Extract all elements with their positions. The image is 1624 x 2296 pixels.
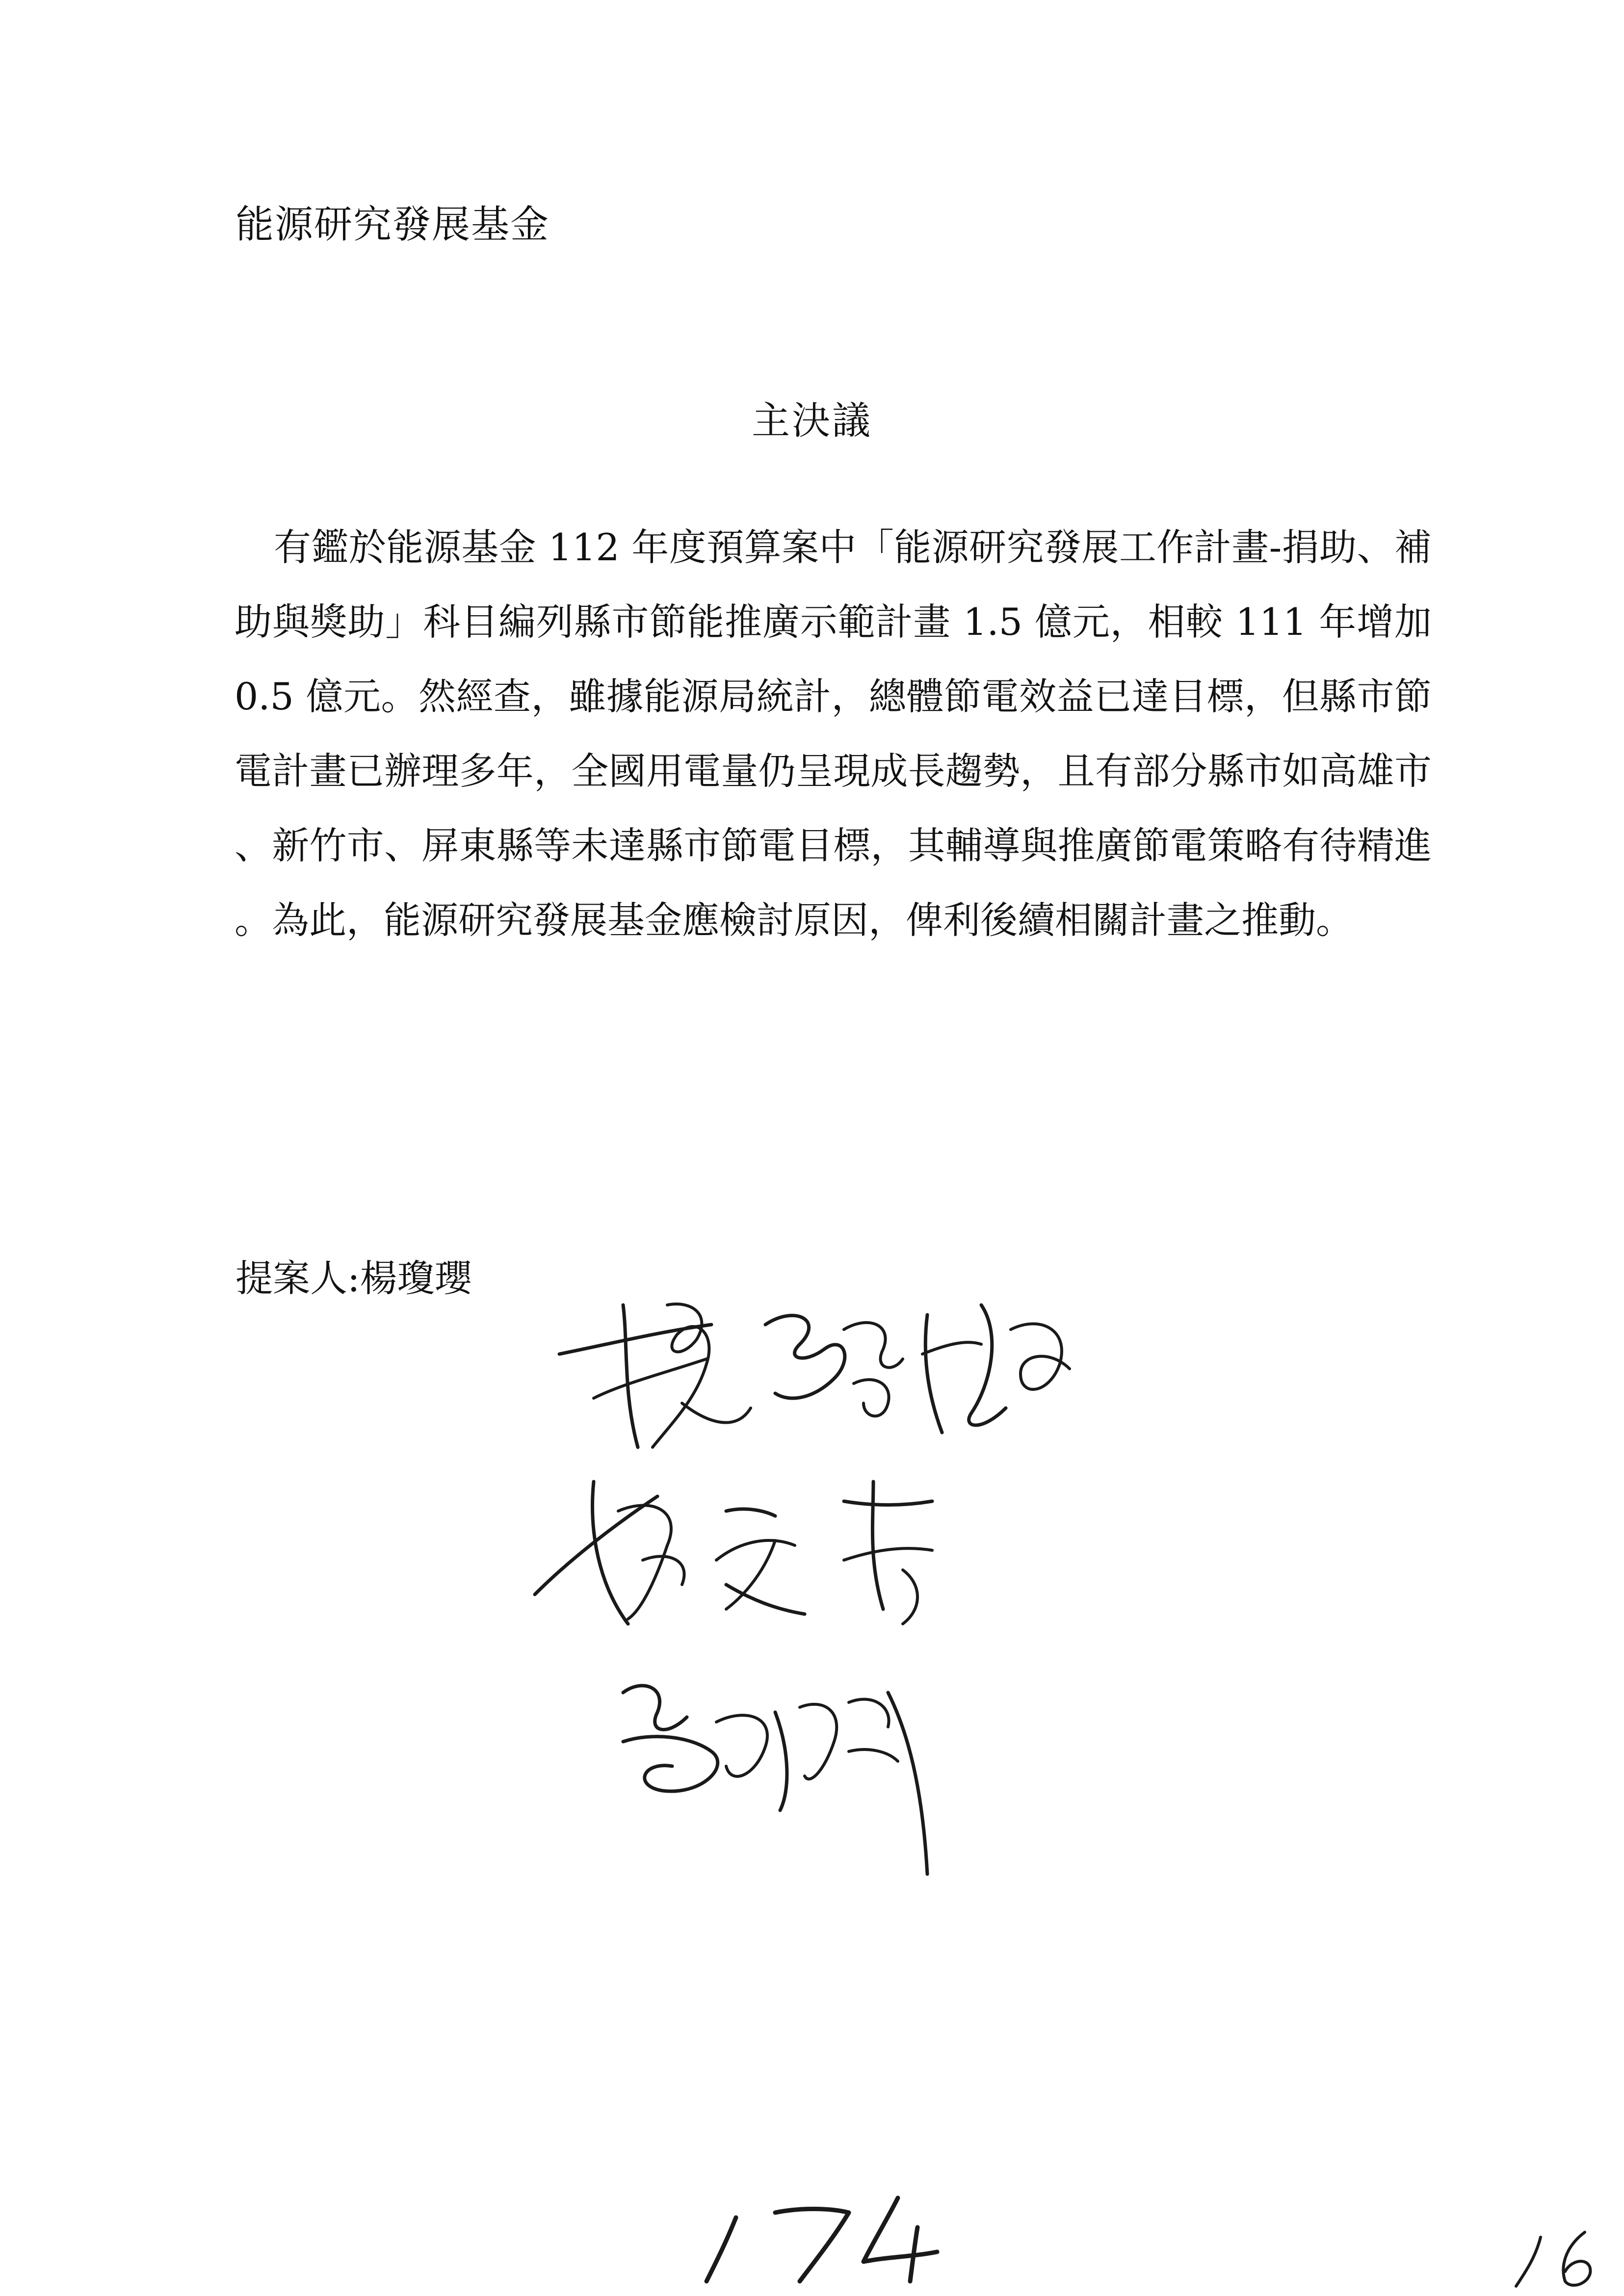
proposer-label: 提案人 (236, 1256, 347, 1300)
proposer-separator: : (347, 1256, 360, 1300)
handwritten-signature-3 (613, 1663, 957, 1889)
handwritten-signature-1 (550, 1285, 1104, 1472)
handwritten-page-number (687, 2188, 942, 2286)
proposer-name: 楊瓊瓔 (360, 1256, 472, 1300)
proposer-line (236, 1249, 472, 1302)
resolution-heading: 主決議 (751, 399, 872, 443)
resolution-body: 有鑑於能源基金 112 年度預算案中「能源研究發展工作計畫-捐助、補助與獎助」科目編列縣市節能推廣示範計畫 1.5 億元，相較 111 年增加 0.5 億元。然經查，雖據能源局統計，總體節電效益已達目標，但縣市節電計畫已辦理多年，全國用電量仍呈現成長趨勢，且有部分縣市如高雄市、新竹市、屏東縣等未達縣市節電目標，其輔導與推廣節電策略有待精進。為此，能源研究發展基金應檢討原因，俾利後續相關計畫之推動。 (235, 525, 1432, 942)
handwritten-signature-2 (530, 1462, 991, 1639)
fund-name: 能源研究發展基金 (236, 203, 550, 247)
handwritten-corner-mark (1511, 2218, 1619, 2291)
